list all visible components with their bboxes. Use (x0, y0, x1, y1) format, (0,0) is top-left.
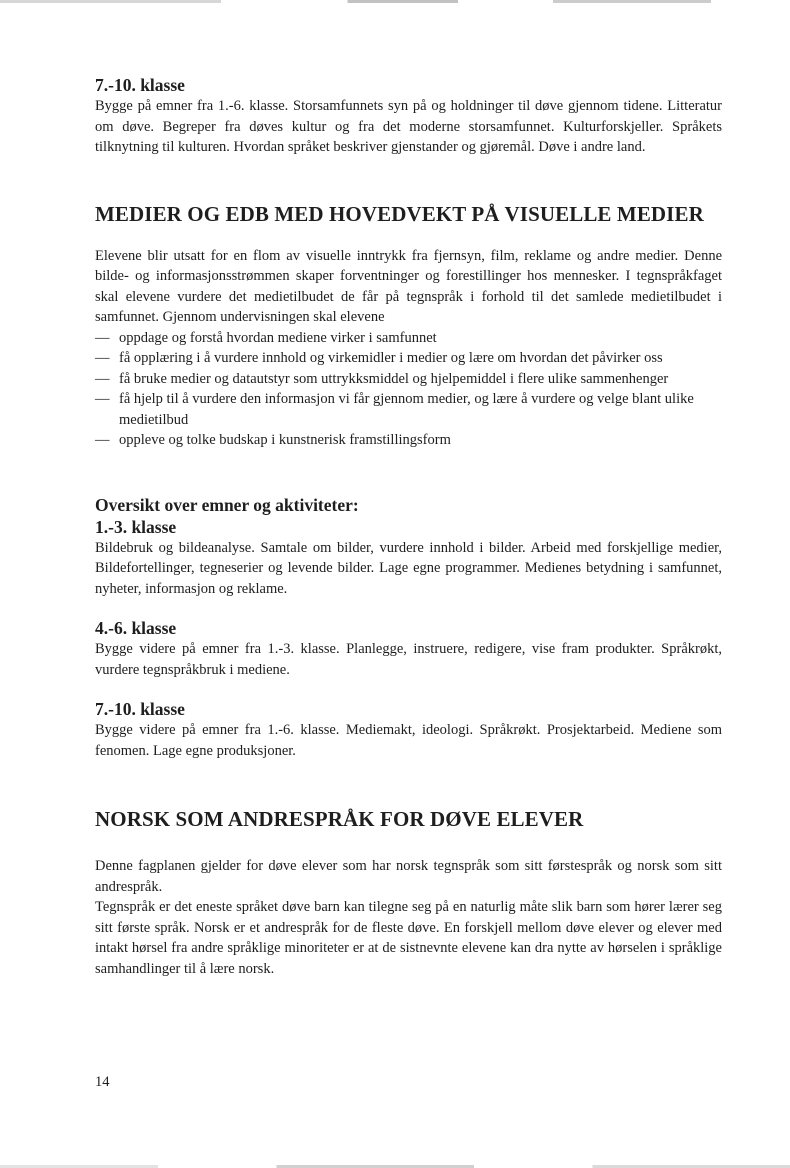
page-number: 14 (95, 1074, 110, 1090)
dash-marker: — (95, 391, 110, 407)
grade-7-10-section (95, 698, 722, 761)
norsk-paragraph-2: Tegnspråk er det eneste språket døve barn kan tilegne seg på en naturlig måte slik barn som hører lærer seg sitt første språk. Norsk er et andrespråk for de fleste døve. En forskjell mellom døve elever og elever med intakt hørsel fra andre språklige minoriteter er at de sistnevnte elevene kan dra nytte av hørselen i språklige samhandlinger til å lære norsk. (95, 899, 722, 977)
grade-heading: 7.-10. klasse (95, 699, 185, 719)
dash-marker: — (95, 370, 110, 387)
list-item (95, 328, 722, 349)
grade-heading: 1.-3. klasse (95, 516, 177, 537)
medier-goal-list (95, 328, 722, 451)
norsk-title: NORSK SOM ANDRESPRÅK FOR DØVE ELEVER (95, 807, 584, 831)
grade-4-6-section (95, 617, 722, 680)
list-item (95, 369, 722, 390)
dash-marker: — (95, 350, 110, 366)
dash-marker: — (95, 329, 110, 346)
section-text: Bygge på emner fra 1.-6. klasse. Storsamfunnets syn på og holdninger til døve gjennom tidene. Litteratur om døve. Begreper fra døves kultur og fra det moderne storsamfunnet. Kulturforskjeller. Språkets tilknytning til kulturen. Hvordan språket beskriver gjenstander og gjøremål. Døve i andre land. (95, 98, 722, 155)
list-item-text: oppdage og forstå hvordan mediene virker i samfunnet (119, 329, 437, 346)
section-7-10-top (95, 74, 722, 158)
list-item (95, 389, 722, 430)
dash-marker: — (95, 432, 110, 448)
overview-heading: Oversikt over emner og aktiviteter: (95, 494, 359, 515)
section-heading: 7.-10. klasse (95, 75, 185, 95)
grade-1-3-section (95, 516, 722, 600)
medier-intro: Elevene blir utsatt for en flom av visuelle inntrykk fra fjernsyn, film, reklame og andre medier. Denne bilde- og informasjonsstrømmen skaper forventninger og forestillinger hos mennesker. I tegnspråkfaget skal elevene vurdere det medietilbudet de får på tegnspråk i forhold til det samlede medietilbudet i samfunnet. Gjennom undervisningen skal elevene (95, 247, 722, 325)
page-content (95, 74, 722, 979)
grade-text: Bygge videre på emner fra 1.-3. klasse. Planlegge, instruere, redigere, vise fram produkter. Språkrøkt, vurdere tegnspråkbruk i mediene. (95, 641, 722, 678)
list-item-text: få hjelp til å vurdere den informasjon vi får gjennom medier, og lære å vurdere og velge blant ulike medietilbud (119, 391, 694, 428)
norsk-paragraph-1: Denne fagplanen gjelder for døve elever som har norsk tegnspråk som sitt førstespråk og norsk som sitt andrespråk. (95, 858, 722, 895)
list-item (95, 348, 722, 369)
list-item-text: få bruke medier og datautstyr som uttrykksmiddel og hjelpemiddel i flere ulike sammenhenger (119, 370, 669, 387)
grade-heading: 4.-6. klasse (95, 618, 177, 638)
medier-title: MEDIER OG EDB MED HOVEDVEKT PÅ VISUELLE MEDIER (95, 201, 704, 226)
list-item-text: oppleve og tolke budskap i kunstnerisk framstillingsform (119, 432, 451, 448)
scan-edge-top (0, 0, 790, 3)
grade-text: Bildebruk og bildeanalyse. Samtale om bilder, vurdere innhold i bilder. Arbeid med forskjellige medier, Bildefortellinger, tegneserier og levende bilder. Lage egne programmer. Medienes betydning i samfunnet, nyheter, informasjon og reklame. (95, 539, 722, 597)
list-item (95, 430, 722, 451)
grade-text: Bygge videre på emner fra 1.-6. klasse. Mediemakt, ideologi. Språkrøkt. Prosjektarbeid. Mediene som fenomen. Lage egne produksjoner. (95, 722, 722, 759)
list-item-text: få opplæring i å vurdere innhold og virkemidler i medier og lære om hvordan det påvirker oss (119, 350, 663, 366)
